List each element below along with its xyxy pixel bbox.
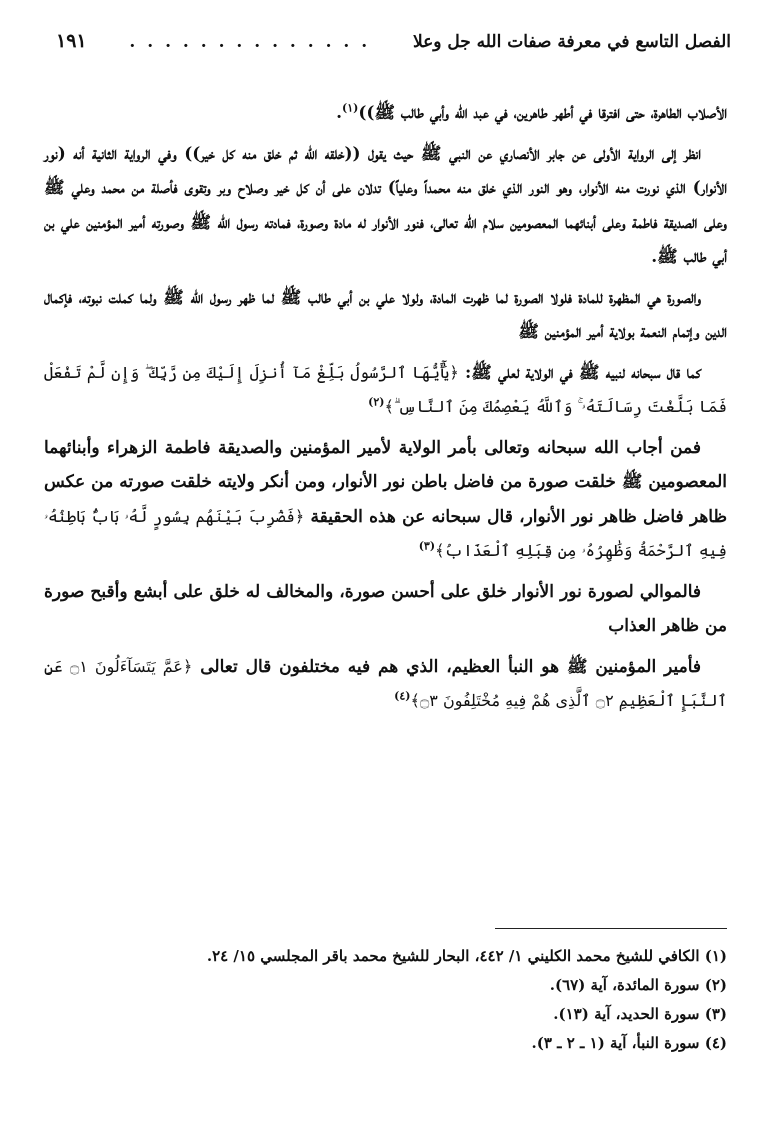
footnote-ref: (١) (342, 101, 359, 115)
chapter-title: الفصل التاسع في معرفة صفات الله جل وعلا (412, 32, 731, 52)
paragraph (44, 96, 727, 131)
footnote: (٢) سورة المائدة، آية (٦٧). (549, 976, 727, 994)
paragraph-text: فمن أجاب الله سبحانه وتعالى بأمر الولاية لأمير المؤمنين والصديقة فاطمة الزهراء وأبنائهما المعصومين ﷺ خلقت صورة من فاضل باطن نور الأنوار، ومن أنكر ولايته خلقت صورته من عكس ظاهر فاضل ظاهر نور الأنوار، قال سبحانه عن هذه الحقيقة (44, 437, 728, 527)
page-number: ١٩١ (56, 30, 87, 52)
running-header (56, 30, 731, 52)
paragraph (44, 281, 727, 350)
quran-verse: ﴿فَضُرِبَ بَيْنَهُم بِسُورٍ لَّهُۥ بَابٌۢ بَاطِنُهُۥ فِيهِ ٱلرَّحْمَةُ وَظَٰهِرُهُۥ مِن قِبَلِهِ ٱلْعَذَابُ﴾ (44, 506, 727, 560)
paragraph-text: انظر إلى الرواية الأولى عن جابر الأنصاري عن النبي ﷺ حيث يقول ((خلقه الله ثم خلق منه كل خير)) وفي الرواية الثانية أنه (نور الأنوار) الذي نورت منه الأنوار، وهو النور الذي خلق منه محمداً وعلياً) تدلان على أن كل خير وصلاح وبر وتقوى فأصلة من محمد وعلي ﷺ وعلى الصديقة فاطمة وعلى أبنائهما المعصومين سلام الله تعالى، فنور الأنوار له مادة وصورة، فمادته رسول الله ﷺ وصورته أمير المؤمنين علي بن أبي طالب ﷺ. (44, 143, 727, 267)
footnote: (٤) سورة النبأ، آية (١ ـ ٢ ـ ٣). (531, 1034, 727, 1052)
footnote: (٣) سورة الحديد، آية (١٣). (553, 1005, 727, 1023)
paragraph-text: فالموالي لصورة نور الأنوار خلق على أحسن صورة، والمخالف له خلق على أبشع وأقبح صورة من ظاهر العذاب (44, 581, 727, 636)
paragraph-text: فأمير المؤمنين ﷺ هو النبأ العظيم، الذي هم فيه مختلفون قال تعالى (200, 656, 702, 677)
paragraph (44, 575, 727, 644)
paragraph (44, 650, 727, 719)
footnote-ref: (٤) (394, 689, 411, 703)
paragraph-text: كما قال سبحانه لنبيه ﷺ في الولاية لعلي ﷺ: (465, 362, 701, 383)
quran-verse: ﴿يَٰٓأَيُّهَا ٱلرَّسُولُ بَلِّغْ مَآ أُنزِلَ إِلَيْكَ مِن رَّبِّكَ ۖ وَإِن لَّمْ تَفْعَلْ فَمَا بَلَّغْتَ رِسَالَتَهُۥ ۚ وَٱللَّهُ يَعْصِمُكَ مِنَ ٱلنَّاسِ ۗ﴾ (44, 362, 727, 416)
paragraph (44, 356, 727, 425)
footnote-ref: (٣) (418, 539, 436, 553)
footnote: (١) الكافي للشيخ محمد الكليني ١/ ٤٤٢، البحار للشيخ محمد باقر المجلسي ١٥/ ٢٤. (206, 947, 727, 965)
quran-verse: ﴿عَمَّ يَتَسَآءَلُونَ ۝١ عَنِ ٱلنَّبَإِ ٱلْعَظِيمِ ۝٢ ٱلَّذِى هُمْ فِيهِ مُخْتَلِفُونَ ۝٣﴾ (44, 656, 727, 710)
footnote-divider (495, 928, 727, 929)
paragraph-tail: . (336, 103, 343, 123)
paragraph-text: الأصلاب الطاهرة، حتى افترقا في أطهر طاهرين، في عبد الله وأبي طالب ﷺ)) (358, 103, 727, 123)
paragraph (44, 137, 727, 275)
footnote-ref: (٢) (368, 395, 385, 409)
paragraph-text: والصورة هي المظهرة للمادة فلولا الصورة لما ظهرت المادة، ولولا علي بن أبي طالب ﷺ لما ظهر رسول الله ﷺ ولما كملت نبوته، فإكمال الدين وإتمام النعمة بولاية أمير المؤمنين ﷺ (44, 287, 727, 342)
main-text (44, 96, 727, 725)
footnotes (60, 942, 727, 1058)
paragraph (44, 431, 727, 569)
leader-dots: . . . . . . . . . . . . . . (129, 32, 371, 52)
